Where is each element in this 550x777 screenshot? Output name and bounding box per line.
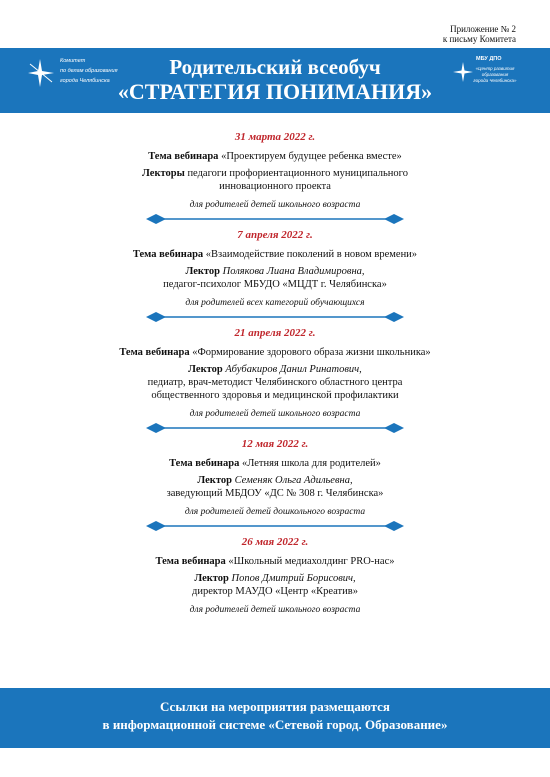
divider-arrow — [146, 521, 404, 531]
event-topic: «Школьный медиахолдинг PRO-нас» — [228, 556, 395, 567]
event-topic: «Летняя школа для родителей» — [241, 458, 381, 469]
event-topic-line — [0, 248, 550, 261]
center-logo-line-1: «Центр развития образования — [475, 66, 515, 77]
lecturer-label: Лектор — [185, 266, 221, 277]
committee-logo-line-2: по делам образования — [60, 68, 118, 74]
lecturer-role: педиатр, врач-методист Челябинского областного центра — [147, 377, 403, 388]
event-lecturer-line — [0, 265, 550, 278]
lecturer-role: директор МАУДО «Центр «Креатив» — [192, 586, 358, 597]
event-topic: «Формирование здорового образа жизни школьника» — [192, 347, 431, 358]
event-item — [0, 535, 550, 616]
lecturer-role: педагог-психолог МБУДО «МЦДТ г. Челябинска» — [163, 279, 387, 290]
event-item — [0, 130, 550, 224]
center-logo-abbr: МБУ ДПО — [476, 56, 502, 62]
center-logo-line-2: города Челябинска» — [473, 78, 517, 83]
event-topic-line — [0, 555, 550, 568]
lecturer-role: заведующий МБДОУ «ДС № 308 г. Челябинска» — [166, 488, 384, 499]
event-date: 31 марта 2022 г. — [234, 131, 316, 143]
event-audience: для родителей детей школьного возраста — [189, 605, 361, 615]
topic-label: Тема вебинара — [148, 151, 219, 162]
event-audience: для родителей детей школьного возраста — [189, 409, 361, 419]
event-date: 7 апреля 2022 г. — [237, 229, 313, 241]
event-lecturer-line — [0, 572, 550, 585]
committee-logo-line-1: Комитет — [60, 58, 86, 64]
topic-label: Тема вебинара — [155, 556, 226, 567]
appendix-line-2: к письму Комитета — [442, 34, 516, 44]
lecturers-text: педагоги профориентационного муниципального — [187, 168, 408, 179]
event-topic: «Взаимодействие поколений в новом времени» — [205, 249, 418, 260]
event-audience: для родителей детей дошкольного возраста — [184, 507, 366, 517]
event-item — [0, 228, 550, 322]
event-audience: для родителей детей школьного возраста — [189, 200, 361, 210]
appendix-line-1: Приложение № 2 — [450, 24, 516, 34]
event-date: 21 апреля 2022 г. — [234, 327, 316, 339]
events-list — [0, 126, 550, 616]
event-topic: «Проектируем будущее ребенка вместе» — [221, 151, 402, 162]
divider-arrow — [146, 214, 404, 224]
event-lecturer-line — [0, 363, 550, 376]
event-item — [0, 326, 550, 433]
lecturer-label: Лектор — [197, 475, 232, 486]
committee-logo-line-3: города Челябинска — [60, 78, 110, 84]
title-line-2: «СТРАТЕГИЯ ПОНИМАНИЯ» — [117, 79, 433, 104]
event-topic-line — [0, 346, 550, 359]
topic-label: Тема вебинара — [132, 249, 204, 260]
event-topic-line — [0, 150, 550, 163]
footer-line-2: в информационной системе «Сетевой город. Образование» — [102, 717, 448, 732]
event-audience: для родителей всех категорий обучающихся — [185, 298, 365, 308]
footer-banner — [0, 688, 550, 748]
event-lecturer-line — [0, 167, 550, 180]
footer-line-1: Ссылки на мероприятия размещаются — [160, 699, 390, 714]
lecturer-name: Абубакиров Данил Ринатович, — [225, 364, 362, 375]
topic-label: Тема вебинара — [169, 458, 240, 469]
lecturer-label: Лектор — [188, 364, 223, 375]
event-date: 12 мая 2022 г. — [241, 438, 309, 450]
title-line-1: Родительский всеобуч — [169, 55, 381, 79]
lecturer-name: Полякова Лиана Владимировна, — [222, 266, 365, 277]
event-topic-line — [0, 457, 550, 470]
center-logo — [450, 54, 530, 104]
divider-arrow — [146, 423, 404, 433]
topic-label: Тема вебинара — [119, 347, 190, 358]
appendix-note — [443, 24, 516, 44]
lecturer-role-2: общественного здоровья и медицинской профилактики — [151, 390, 399, 401]
divider-arrow — [146, 312, 404, 322]
lecturers-text-2: инновационного проекта — [219, 181, 331, 192]
event-lecturer-line — [0, 474, 550, 487]
lecturer-label: Лектор — [194, 573, 229, 584]
event-date: 26 мая 2022 г. — [241, 536, 309, 548]
event-item — [0, 437, 550, 531]
lecturers-label: Лекторы — [142, 168, 185, 179]
lecturer-name: Попов Дмитрий Борисович, — [231, 573, 356, 584]
header-banner — [0, 48, 550, 113]
lecturer-name: Семеняк Ольга Адильевна, — [234, 475, 353, 486]
